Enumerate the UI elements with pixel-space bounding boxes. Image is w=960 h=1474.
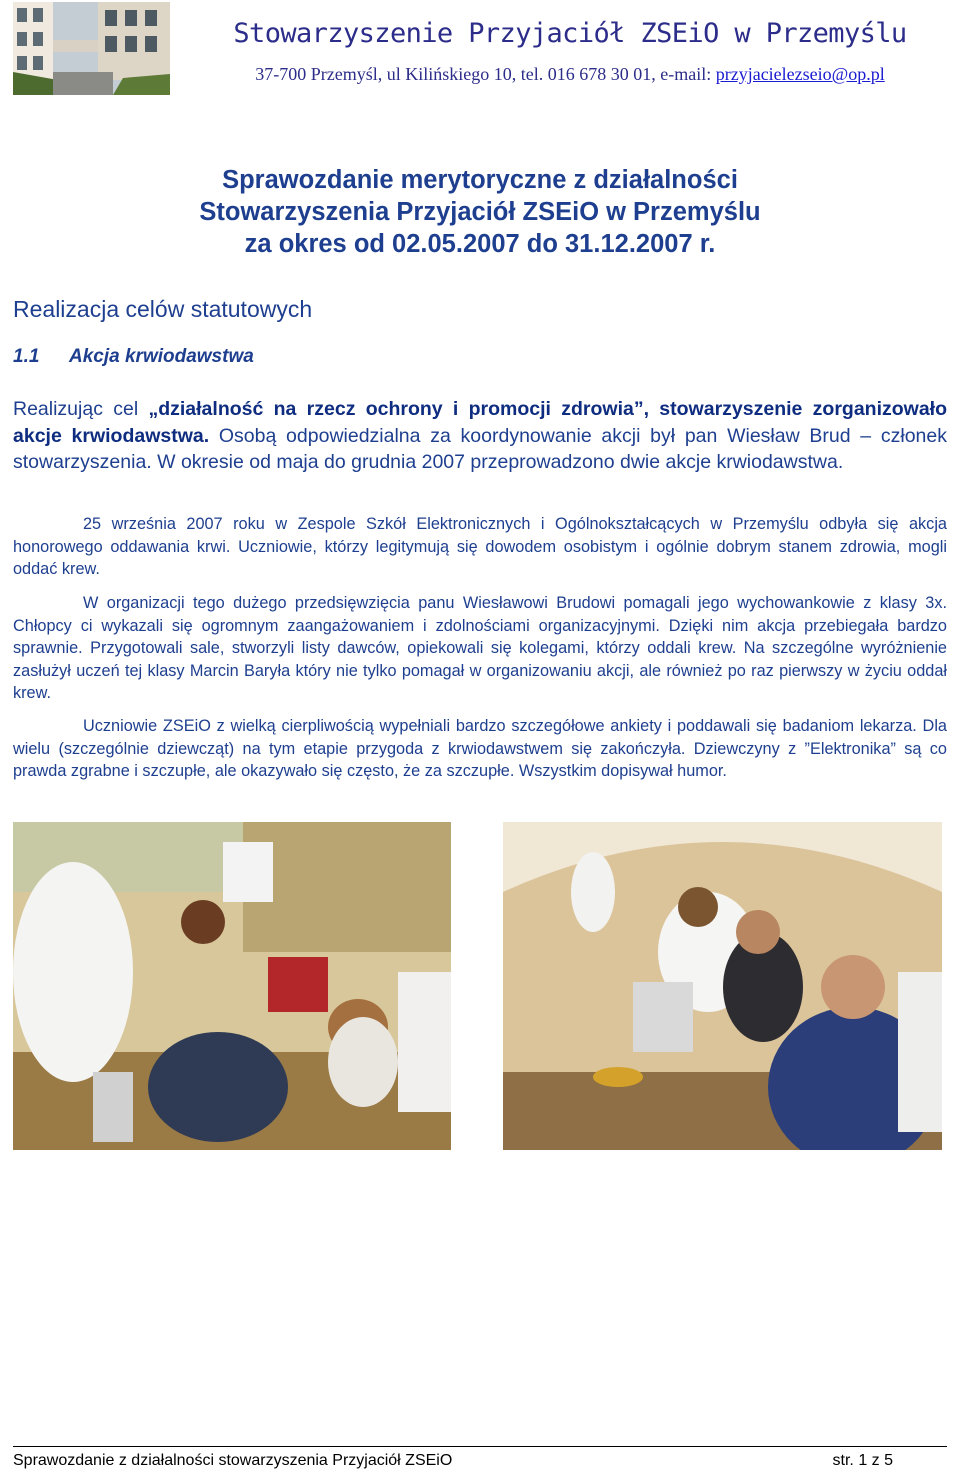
header-photo-school-building [13,2,170,95]
paragraph-event-date [13,513,947,581]
paragraph-indent [13,717,83,735]
organizers-text: W organizacji tego dużego przedsięwzięcia panu Wiesławowi Brudowi pomagali jego wychowankowie z klasy 3x. Chłopcy ci wykazali się ogromnym zaangażowaniem i zdolnościami organizacyjnymi. Dzięki nim akcja przebiegała bardzo sprawnie. Przygotowali sale, stworzyli listy dawców, opiekowali się kolegami, którzy oddali krew. Na szczególne wyróżnienie zasłużył uczeń tej klasy Marcin Baryła który nie tylko pomagał w organizowaniu akcji, ale również po raz pierwszy w życiu oddał krew. [13,594,947,702]
subsection-number: 1.1 [13,346,40,367]
report-title-line-2: Stowarzyszenia Przyjaciół ZSEiO w Przemyślu [199,198,761,226]
footer-page-number: str. 1 z 5 [832,1452,893,1469]
intro-text-start: Realizując cel [13,398,149,420]
report-title-line-1: Sprawozdanie merytoryczne z działalności [222,166,738,194]
paragraph-students [13,715,947,783]
report-title-line-3: za okres od 02.05.2007 do 31.12.2007 r. [244,230,716,258]
organization-address [200,64,940,85]
organization-name: Stowarzyszenie Przyjaciół ZSEiO w Przemyślu [233,18,907,49]
paragraph-organizers [13,592,947,705]
students-text: Uczniowie ZSEiO z wielką cierpliwością wypełniali bardzo szczegółowe ankiety i poddawali się badaniom lekarza. Dla wielu (szczególnie dziewcząt) na tym etapie przygoda z krwiodawstwem się zakończyła. Dziewczyny z ”Elektronika” są co prawda zgrabne i szczupłe, ale okazywało się często, że za szczupłe. Wszystkim dopisywał humor. [13,717,947,780]
subsection-title: Akcja krwiodawstwa [69,346,254,367]
photo-blood-donation-girls [13,822,451,1150]
paragraph-indent [13,594,83,612]
blood-donation-photo-right [503,822,942,1150]
event-date-text: 25 września 2007 roku w Zespole Szkół Elektronicznych i Ogólnokształcących w Przemyślu odbyła się akcja honorowego oddawania krwi. Uczniowie, którzy legitymują się dowodem osobistym i ogólnie dobrym stanem zdrowia, mogli oddać krew. [13,515,947,578]
address-text: 37-700 Przemyśl, ul Kilińskiego 10, tel. 016 678 30 01, e-mail: [255,64,716,84]
footer-document-title: Sprawozdanie z działalności stowarzyszenia Przyjaciół ZSEiO [13,1452,453,1469]
school-building-illustration [13,2,170,95]
intro-text-bold: „działalność na rzecz ochrony i promocji zdrowia”, stowarzyszenie zorganizowało akcje krwiodawstwa. [13,398,947,447]
paragraph-indent [13,515,83,533]
photo-blood-donation-boys [503,822,942,1150]
section-heading: Realizacja celów statutowych [13,296,313,322]
paragraph-intro [13,396,947,476]
blood-donation-photo-left [13,822,451,1150]
footer-divider [13,1446,947,1447]
intro-text-end: Osobą odpowiedzialna za koordynowanie akcji był pan Wiesław Brud – członek stowarzyszenia. W okresie od maja do grudnia 2007 przeprowadzono dwie akcje krwiodawstwa. [13,424,947,473]
email-link[interactable]: przyjacielezseio@op.pl [715,64,885,84]
subsection-heading [13,346,254,368]
